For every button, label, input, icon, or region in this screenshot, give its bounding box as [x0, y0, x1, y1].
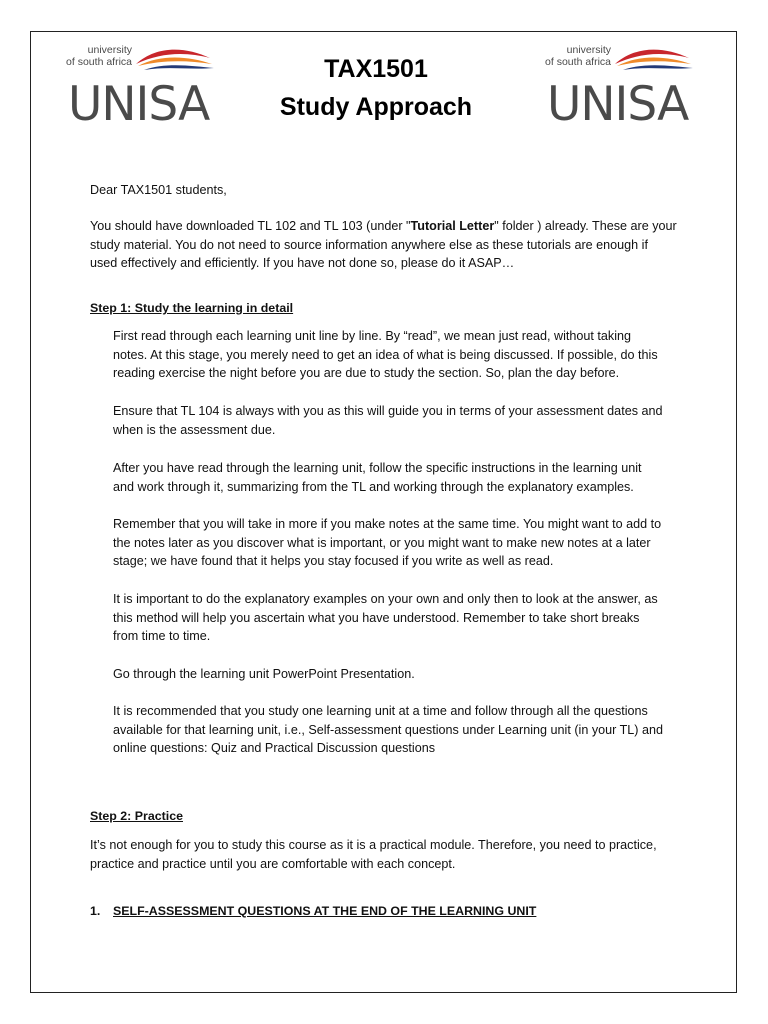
step1-paragraph: Remember that you will take in more if you make notes at the same time. You might want to add to the notes later as you discover what is important, or you might want to make new notes at a later stage; we have found that it helps you stay focused if you write as well as read. [113, 517, 662, 569]
unisa-logo-right [545, 40, 695, 126]
step1-paragraph: Go through the learning unit PowerPoint Presentation. [113, 667, 415, 681]
tutorial-letter-emphasis: Tutorial Letter [410, 219, 495, 233]
logo-text-line2: of south africa [66, 56, 132, 68]
section-number: 1. [90, 904, 101, 918]
step1-heading: Step 1: Study the learning in detail [90, 301, 294, 315]
unisa-logo-left [66, 40, 216, 126]
step1-paragraph: After you have read through the learning unit, follow the specific instructions in the learning unit and work through it, summarizing from the TL and working through the explanatory examples. [113, 461, 642, 494]
step2-paragraph: It’s not enough for you to study this course as it is a practical module. Therefore, you need to practice, practice and practice until you are comfortable with each concept. [90, 838, 657, 871]
document-title [240, 50, 512, 126]
intro-paragraph [90, 217, 690, 273]
logo-text-line1: university [566, 44, 611, 56]
greeting: Dear TAX1501 students, [90, 183, 227, 197]
title-subtitle: Study Approach [279, 93, 473, 121]
step1-paragraph: Ensure that TL 104 is always with you as this will guide you in terms of your assessment dates and when is the assessment due. [113, 404, 663, 437]
logo-wordmark: UNISA [68, 77, 210, 126]
title-course-code: TAX1501 [324, 55, 428, 83]
section-label: SELF-ASSESSMENT QUESTIONS AT THE END OF THE LEARNING UNIT [113, 904, 537, 918]
logo-wordmark: UNISA [547, 77, 689, 126]
step1-paragraph: It is important to do the explanatory examples on your own and only then to look at the answer, as this method will help you ascertain what you have understood. Remember to take short breaks from time to time. [113, 592, 658, 644]
step2-heading: Step 2: Practice [90, 809, 183, 823]
intro-line: You should have downloaded TL 102 and TL 103 (under "Tutorial Letter" folder ) already. These are your [90, 219, 677, 233]
logo-text-line1: university [87, 44, 132, 56]
intro-line: used effectively and efficiently. If you have not done so, please do it ASAP… [90, 256, 515, 271]
intro-line: study material. You do not need to source information anywhere else as these tutorials are enough if [90, 237, 648, 252]
numbered-section-heading [90, 904, 536, 918]
logo-text-line2: of south africa [545, 56, 611, 68]
step1-paragraph: First read through each learning unit line by line. By “read”, we mean just read, without taking notes. At this stage, you merely need to get an idea of what is being discussed. If possible, do this reading exercise the night before you are due to study the section. So, plan the day before. [113, 329, 658, 381]
step1-paragraph: It is recommended that you study one learning unit at a time and follow through all the questions available for that learning unit, i.e., Self-assessment questions under Learning unit (in your TL) and online questions: Quiz and Practical Discussion questions [113, 704, 664, 756]
